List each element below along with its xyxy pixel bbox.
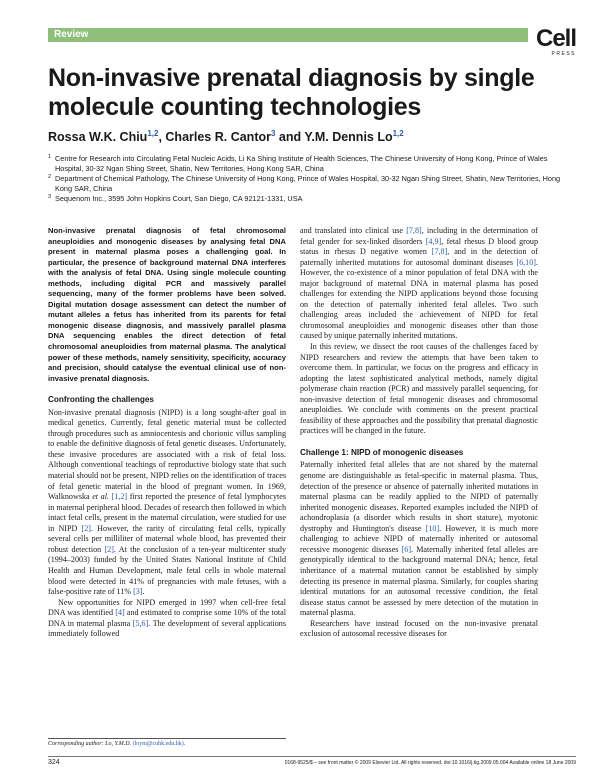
author-affil-ref[interactable]: 3 [271,129,276,138]
body-paragraph: In this review, we dissect the root causes of the challenges faced by NIPD researchers and review the attempts that have been taken to overcome them. In particular, we focus on the progress and efficacy in adopting the latest sophisticated analytical methods, namely digital polymerase chain reaction (PCR) and massively parallel sequencing, for non-invasive detection of fetal monogenic diseases and chromosomal aneuploidies. We conclude with comments on the present practical feasibility of these approaches and the possibility that prenatal diagnostic practices will be changed in the future. [300,342,538,436]
affiliation-item [48,174,568,194]
author-separator: and [275,130,305,145]
author-separator: , [158,130,166,145]
author-affil-ref[interactable]: 1,2 [392,129,404,138]
abstract: Non-invasive prenatal diagnosis of fetal chromosomal aneuploidies and monogenic diseases by analysing fetal DNA present in maternal plasma poses a challenging goal. In particular, the presence of background maternal DNA interferes with the analysis of fetal DNA. Using single molecule counting methods, including digital PCR and massively parallel sequencing, many of the former problems have been solved. Digital mutation dosage assessment can detect the number of mutant alleles a fetus has inherited from its parents for fetal monogenic disease diagnosis, and massively parallel plasma DNA sequencing enables the direct detection of fetal chromosomal aneuploidies from maternal plasma. The analytical power of these methods, namely sensitivity, specificity, accuracy and precision, should catalyse the eventual clinical use of non-invasive prenatal diagnosis. [48,226,286,383]
citation-link[interactable]: [10] [425,523,440,533]
citation-link[interactable]: [2] [81,523,91,533]
left-column [48,226,286,640]
section-tag [48,28,528,42]
right-column [300,226,538,640]
citation-link[interactable]: [3] [133,587,143,597]
author-list [48,129,568,144]
affiliation-number: 1 [48,154,52,160]
footer-divider [48,756,576,757]
logo-press: PRESS [551,51,576,57]
article-title: Non-invasive prenatal diagnosis by single molecule counting technologies [48,64,535,121]
body-paragraph: and translated into clinical use [7,8], including in the determination of fetal gender for sex-linked disorders [4,9], fetal rhesus D blood group status in rhesus D negative women [7,8], and in the detection of paternally inherited mutations for autosomal dominant diseases [6,10]. However, the co-existence of a minor population of fetal DNA with the major background of maternal DNA in maternal plasma has posed challenges for extending the NIPD applications beyond those focusing on the detection of paternally inherited fetal alleles. Two such challenging areas included the achievement of NIPD for fetal chromosomal aneuploidies and monogenic diseases other than those caused by unique paternally inherited mutations. [300,226,539,341]
citation-link[interactable]: [4,9] [425,236,442,246]
affiliation-item [48,194,568,204]
citation-link[interactable]: [1,2] [111,492,128,502]
citation-link[interactable]: [4] [115,608,125,618]
footnote-label: Corresponding author: [48,741,106,747]
citation-link[interactable]: [7,8] [406,226,422,235]
corresponding-author-note: Corresponding author: Lo, Y.M.D. (loym@cuhk.edu.hk). [48,738,286,747]
author-name: Y.M. Dennis Lo [304,130,393,145]
section-heading: Challenge 1: NIPD of monogenic diseases [300,447,464,457]
logo-word: Cell [535,25,576,52]
author-affil-ref[interactable]: 1,2 [147,129,159,138]
section-heading: Confronting the challenges [48,395,154,405]
author-name: Rossa W.K. Chiu [48,130,148,145]
citation-link[interactable]: [6,10] [516,257,536,267]
footnote-name: Lo, Y.M.D. [105,741,132,747]
affiliation-text: Department of Chemical Pathology, The Chinese University of Hong Kong, Prince of Wales Hospital, 30-32 Ngan Shing Street, Shatin, New Territories, Hong Kong SAR, China [55,174,561,193]
citation-link[interactable]: [2] [104,544,114,554]
affiliations [48,154,568,204]
body-paragraph: Researchers have instead focused on the non-invasive prenatal exclusion of autosomal recessive diseases for [300,618,538,639]
body-paragraph: Non-invasive prenatal diagnosis (NIPD) is a long sought-after goal in medical genetics. Currently, fetal genetic material must be collected through procedures such as amniocentesis and chorionic villus sampling to enable the definitive diagnosis of fetal genetic diseases. Unfortunately, these invasive procedures are associated with a risk of fetal loss. Although conventional teachings of reproductive biology state that such material should not be present, NIPD relies on the identification of traces of fetal genetic material in the blood of pregnant women. In 1969, Walknowska et al. [1,2] first reported the presence of fetal lymphocytes in maternal peripheral blood. Decades of research then followed in which intact fetal cells, present in the maternal circulation, were studied for use in NIPD [2]. However, the rarity of circulating fetal cells, typically several cells per milliliter of maternal whole blood, has prevented their robust detection [2]. At the conclusion of a ten-year multicenter study (1994–2003) funded by the United States National Institute of Child Health and Human Development, male fetal cells in whole maternal blood were detected in 41% of pregnancies with male fetuses, with a false-positive rate of 11% [3]. [48,407,286,597]
affiliation-number: 3 [48,194,52,200]
affiliation-number: 2 [48,174,52,180]
affiliation-text: Sequenom Inc., 3595 John Hopkins Court, San Diego, CA 92121-1331, USA [55,194,303,203]
footer-publication-info: 0168-9525/$ – see front matter © 2009 Elsevier Ltd. All rights reserved. doi:10.1016/j.tig.2009.05.004 Available online 18 June 2009 [284,760,576,766]
publisher-logo [526,25,576,57]
citation-link[interactable]: [6] [401,544,412,554]
affiliation-item [48,154,568,174]
body-paragraph: Paternally inherited fetal alleles that are not shared by the maternal genome are distinguishable as fetal-specific in maternal plasma. Thus, detection of the presence or absence of paternally inherited mutations in maternal plasma can be readily applied to the NIPD of paternally inherited monogenic diseases. Reported examples included the NIPD of achondroplasia (a disorder which results in short stature), myotonic dystrophy and Huntington's disease [10]. However, it is much more challenging to achieve NIPD of maternally inherited or autosomal recessive monogenic diseases [6]. Maternally inherited fetal alleles are genotypically identical to the background maternal DNA; hence, fetal inheritance of a maternal mutation cannot be established by simply detecting its presence in maternal plasma. Similarly, for couples sharing identical mutations for an autosomal recessive condition, the fetal disease status cannot be assessed by mere detection of the mutation in maternal plasma. [300,460,538,618]
page-number: 324 [48,759,60,766]
author-name: Charles R. Cantor [165,130,271,145]
section-tag-label: Review [54,29,89,40]
citation-link[interactable]: [5,6] [132,618,149,628]
body-paragraph: New opportunities for NIPD emerged in 1997 when cell-free fetal DNA was identified [4] and estimated to comprise some 10% of the total DNA in maternal plasma [5,6]. The development of several applications immediately followed [48,597,287,639]
author-email-link[interactable]: (loym@cuhk.edu.hk) [132,741,184,747]
citation-link[interactable]: [7,8] [431,247,448,257]
affiliation-text: Centre for Research into Circulating Fetal Nucleic Acids, Li Ka Shing Institute of Health Sciences, The Chinese University of Hong Kong, Prince of Wales Hospital, 30-32 Ngan Shing Street, Shatin, New Territories, Hong Kong SAR, China [55,154,548,173]
